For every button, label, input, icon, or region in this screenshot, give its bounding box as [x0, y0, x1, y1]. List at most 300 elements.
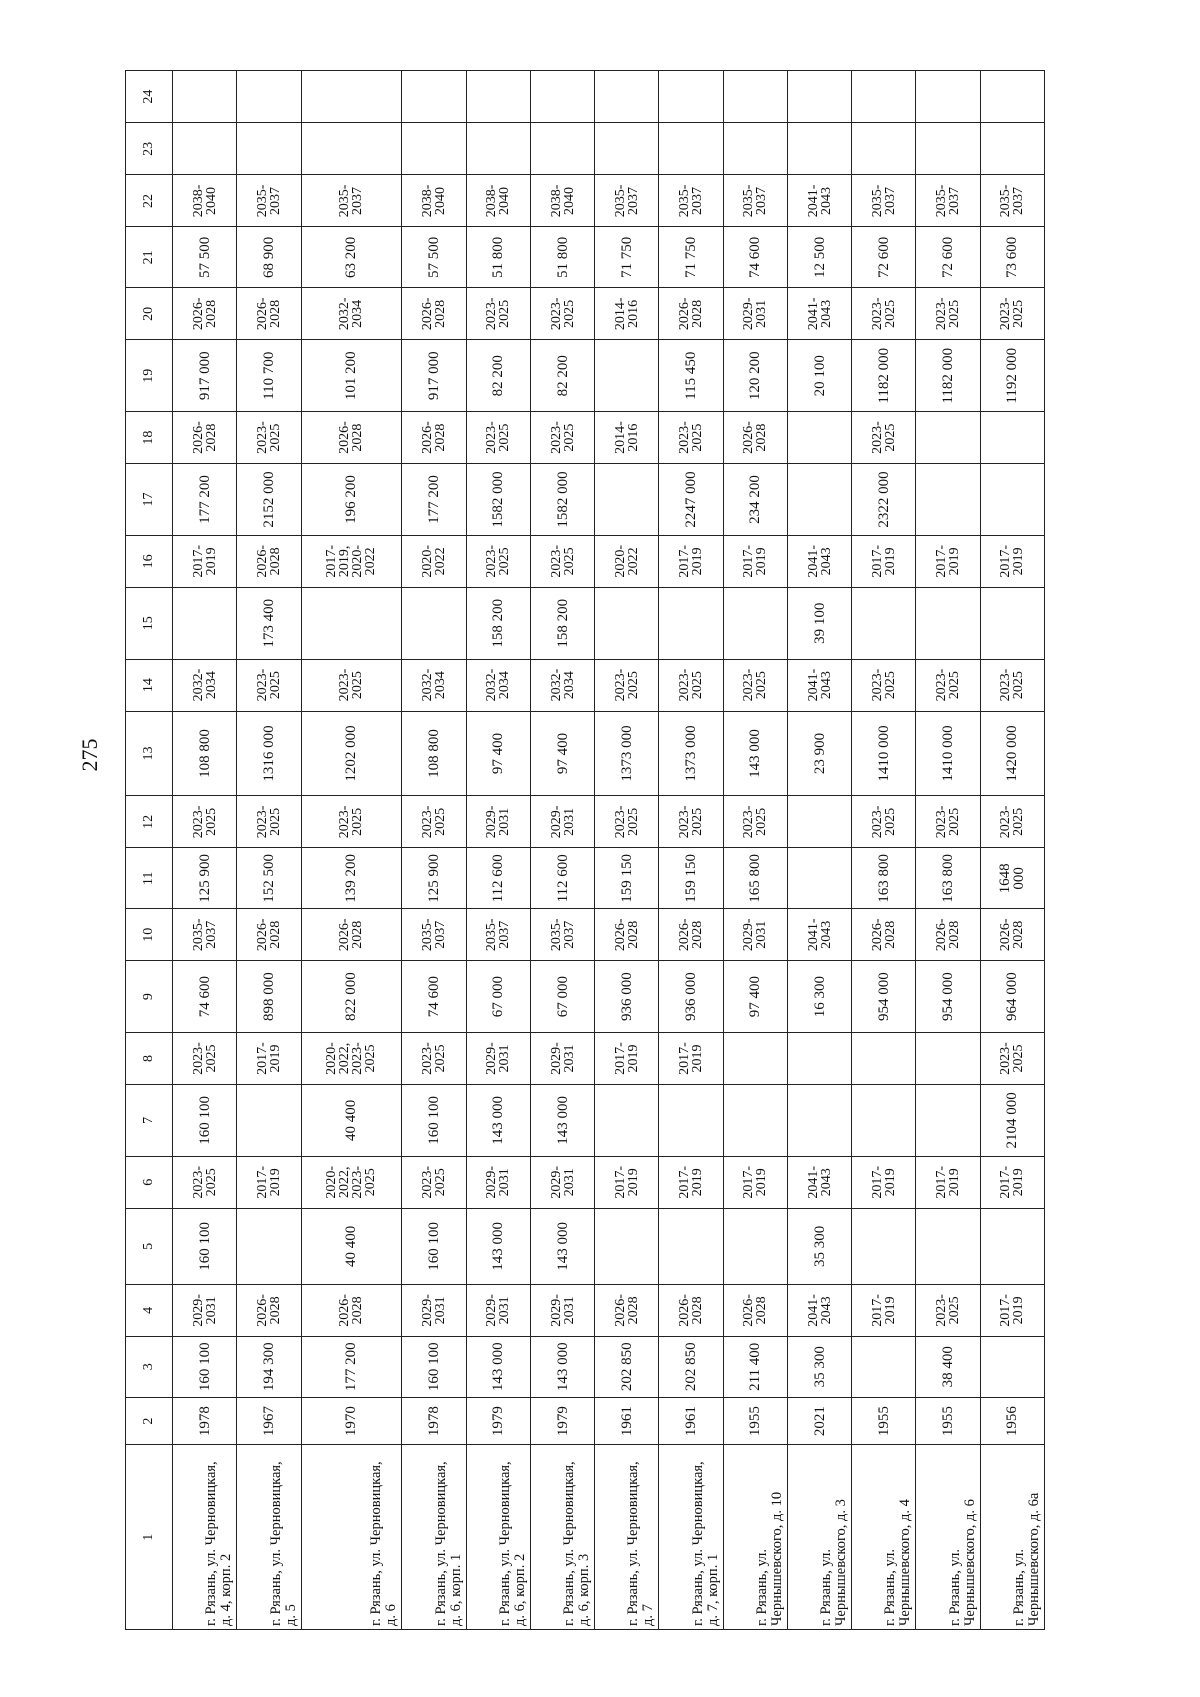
- table-cell: 38 400: [916, 1336, 980, 1397]
- table-cell: 2026- 2028: [237, 1284, 301, 1336]
- table-cell: 143 000: [530, 1208, 594, 1284]
- table-cell: [787, 412, 851, 464]
- table-cell: 71 750: [595, 227, 659, 288]
- address-cell: г. Рязань, ул. Черновицкая, д. 4, корп. 2: [173, 1445, 237, 1630]
- column-number-cell: 13: [126, 711, 173, 796]
- table-cell: 165 800: [723, 848, 787, 909]
- table-row: [595, 71, 659, 1630]
- table-cell: 2023- 2025: [402, 1032, 466, 1084]
- table-cell: 954 000: [852, 961, 916, 1033]
- year-built-cell: 1956: [980, 1397, 1044, 1445]
- table-cell: 159 150: [595, 848, 659, 909]
- address-cell: г. Рязань, ул. Чернышевского, д. 3: [787, 1445, 851, 1630]
- table-cell: 2017- 2019, 2020- 2022: [301, 535, 402, 587]
- table-cell: 1582 000: [466, 464, 530, 536]
- table-cell: 2026- 2028: [301, 909, 402, 961]
- table-cell: 2041- 2043: [787, 288, 851, 340]
- table-cell: [852, 123, 916, 175]
- table-cell: 160 100: [173, 1208, 237, 1284]
- table-cell: 2026- 2028: [237, 288, 301, 340]
- column-number-cell: 22: [126, 175, 173, 227]
- column-number-cell: 14: [126, 659, 173, 711]
- table-cell: 2026- 2028: [402, 412, 466, 464]
- table-cell: [595, 340, 659, 412]
- table-cell: 2023- 2025: [916, 1284, 980, 1336]
- table-cell: 160 100: [173, 1085, 237, 1157]
- column-number-cell: 7: [126, 1085, 173, 1157]
- year-built-cell: 1979: [530, 1397, 594, 1445]
- table-cell: 2032- 2034: [530, 659, 594, 711]
- table-cell: 2026- 2028: [173, 288, 237, 340]
- table-cell: 2017- 2019: [852, 535, 916, 587]
- table-row: [659, 71, 723, 1630]
- table-row: [530, 71, 594, 1630]
- table-cell: 160 100: [402, 1208, 466, 1284]
- column-number-cell: 4: [126, 1284, 173, 1336]
- table-cell: [301, 587, 402, 659]
- table-cell: 112 600: [466, 848, 530, 909]
- table-cell: 2023- 2025: [301, 659, 402, 711]
- table-cell: 2023- 2025: [852, 412, 916, 464]
- year-built-cell: 2021: [787, 1397, 851, 1445]
- table-cell: 936 000: [595, 961, 659, 1033]
- table-cell: 2023- 2025: [595, 659, 659, 711]
- table-cell: [980, 412, 1044, 464]
- table-cell: 51 800: [530, 227, 594, 288]
- table-cell: 822 000: [301, 961, 402, 1033]
- column-number-cell: 12: [126, 796, 173, 848]
- schedule-table: [125, 70, 1045, 1630]
- table-cell: 2035- 2037: [466, 909, 530, 961]
- table-row: [787, 71, 851, 1630]
- table-cell: 108 800: [402, 711, 466, 796]
- table-row: [466, 71, 530, 1630]
- table-cell: 2032- 2034: [466, 659, 530, 711]
- address-cell: г. Рязань, ул. Чернышевского, д. 10: [723, 1445, 787, 1630]
- table-cell: [723, 71, 787, 123]
- table-cell: 177 200: [301, 1336, 402, 1397]
- table-cell: 1582 000: [530, 464, 594, 536]
- column-number-cell: 16: [126, 535, 173, 587]
- table-cell: 97 400: [466, 711, 530, 796]
- table-cell: 2322 000: [852, 464, 916, 536]
- table-cell: 12 500: [787, 227, 851, 288]
- table-cell: 2035- 2037: [402, 909, 466, 961]
- table-cell: 1410 000: [852, 711, 916, 796]
- table-cell: 2029- 2031: [530, 796, 594, 848]
- year-built-cell: 1978: [402, 1397, 466, 1445]
- table-cell: 67 000: [530, 961, 594, 1033]
- table-cell: 2029- 2031: [723, 909, 787, 961]
- table-cell: 57 500: [402, 227, 466, 288]
- table-cell: 194 300: [237, 1336, 301, 1397]
- table-cell: 2023- 2025: [916, 659, 980, 711]
- table-cell: 2023- 2025: [852, 796, 916, 848]
- table-cell: 936 000: [659, 961, 723, 1033]
- table-cell: 2023- 2025: [852, 288, 916, 340]
- table-cell: [659, 1085, 723, 1157]
- table-cell: 202 850: [659, 1336, 723, 1397]
- column-number-cell: 6: [126, 1156, 173, 1208]
- table-cell: [595, 464, 659, 536]
- table-cell: 2026- 2028: [659, 288, 723, 340]
- table-cell: 2041- 2043: [787, 175, 851, 227]
- table-cell: [787, 464, 851, 536]
- table-cell: 2017- 2019: [595, 1032, 659, 1084]
- table-cell: 211 400: [723, 1336, 787, 1397]
- table-cell: 2029- 2031: [466, 796, 530, 848]
- table-cell: [659, 123, 723, 175]
- table-cell: 2023- 2025: [916, 288, 980, 340]
- table-cell: 2041- 2043: [787, 1156, 851, 1208]
- address-cell: г. Рязань, ул. Чернышевского, д. 6а: [980, 1445, 1044, 1630]
- table-cell: 2026- 2028: [237, 535, 301, 587]
- table-cell: [980, 1336, 1044, 1397]
- table-cell: [301, 71, 402, 123]
- table-cell: 2035- 2037: [852, 175, 916, 227]
- table-cell: 2023- 2025: [980, 796, 1044, 848]
- table-cell: 97 400: [530, 711, 594, 796]
- table-cell: 68 900: [237, 227, 301, 288]
- address-cell: г. Рязань, ул. Черновицкая, д. 6, корп. 3: [530, 1445, 594, 1630]
- table-cell: 101 200: [301, 340, 402, 412]
- table-cell: [852, 1336, 916, 1397]
- table-cell: 163 800: [852, 848, 916, 909]
- table-cell: 2038- 2040: [466, 175, 530, 227]
- column-number-cell: 3: [126, 1336, 173, 1397]
- table-cell: 74 600: [723, 227, 787, 288]
- table-cell: 2026- 2028: [723, 412, 787, 464]
- table-cell: 2023- 2025: [980, 659, 1044, 711]
- table-cell: 57 500: [173, 227, 237, 288]
- table-cell: 160 100: [173, 1336, 237, 1397]
- table-cell: 2035- 2037: [723, 175, 787, 227]
- table-cell: 202 850: [595, 1336, 659, 1397]
- table-cell: 2023- 2025: [723, 659, 787, 711]
- table-cell: 2023- 2025: [659, 412, 723, 464]
- table-cell: 2038- 2040: [402, 175, 466, 227]
- table-cell: 2026- 2028: [659, 1284, 723, 1336]
- table-cell: 2032- 2034: [301, 288, 402, 340]
- table-cell: [173, 587, 237, 659]
- table-cell: 73 600: [980, 227, 1044, 288]
- table-cell: 2029- 2031: [530, 1156, 594, 1208]
- table-cell: 63 200: [301, 227, 402, 288]
- table-cell: 2017- 2019: [852, 1156, 916, 1208]
- table-cell: [980, 464, 1044, 536]
- table-cell: 115 450: [659, 340, 723, 412]
- column-number-cell: 8: [126, 1032, 173, 1084]
- table-cell: [595, 1208, 659, 1284]
- column-number-cell: 19: [126, 340, 173, 412]
- table-cell: [787, 796, 851, 848]
- table-cell: 139 200: [301, 848, 402, 909]
- year-built-cell: 1970: [301, 1397, 402, 1445]
- table-cell: 67 000: [466, 961, 530, 1033]
- table-cell: 1182 000: [852, 340, 916, 412]
- column-number-cell: 9: [126, 961, 173, 1033]
- table-cell: 2026- 2028: [852, 909, 916, 961]
- table-cell: [659, 1208, 723, 1284]
- table-cell: 173 400: [237, 587, 301, 659]
- table-cell: 110 700: [237, 340, 301, 412]
- table-cell: 1316 000: [237, 711, 301, 796]
- table-cell: [852, 1085, 916, 1157]
- year-built-cell: 1955: [916, 1397, 980, 1445]
- table-cell: [237, 71, 301, 123]
- table-cell: 143 000: [466, 1085, 530, 1157]
- table-cell: 2017- 2019: [980, 1156, 1044, 1208]
- year-built-cell: 1967: [237, 1397, 301, 1445]
- table-cell: 2029- 2031: [530, 1284, 594, 1336]
- table-cell: 71 750: [659, 227, 723, 288]
- rotated-table-frame: [125, 70, 1045, 1630]
- table-cell: 2017- 2019: [659, 1032, 723, 1084]
- table-cell: 2026- 2028: [659, 909, 723, 961]
- column-number-cell: 21: [126, 227, 173, 288]
- table-cell: [723, 587, 787, 659]
- table-row: [916, 71, 980, 1630]
- table-cell: [301, 123, 402, 175]
- table-cell: [852, 71, 916, 123]
- table-cell: 2026- 2028: [916, 909, 980, 961]
- table-cell: [787, 1085, 851, 1157]
- address-cell: г. Рязань, ул. Чернышевского, д. 6: [916, 1445, 980, 1630]
- table-cell: 2017- 2019: [659, 1156, 723, 1208]
- table-cell: [787, 71, 851, 123]
- table-row: [301, 71, 402, 1630]
- table-cell: 23 900: [787, 711, 851, 796]
- table-cell: [402, 71, 466, 123]
- address-cell: г. Рязань, ул. Черновицкая, д. 7: [595, 1445, 659, 1630]
- address-cell: г. Рязань, ул. Чернышевского, д. 4: [852, 1445, 916, 1630]
- table-cell: 2152 000: [237, 464, 301, 536]
- address-cell: г. Рязань, ул. Черновицкая, д. 5: [237, 1445, 301, 1630]
- table-cell: 2029- 2031: [723, 288, 787, 340]
- table-cell: [173, 123, 237, 175]
- table-cell: 2017- 2019: [980, 535, 1044, 587]
- table-cell: 2014- 2016: [595, 412, 659, 464]
- table-cell: 2023- 2025: [466, 412, 530, 464]
- table-cell: [237, 1085, 301, 1157]
- table-cell: 2017- 2019: [595, 1156, 659, 1208]
- table-row: [723, 71, 787, 1630]
- table-cell: 1182 000: [916, 340, 980, 412]
- table-cell: 2035- 2037: [237, 175, 301, 227]
- table-cell: 40 400: [301, 1208, 402, 1284]
- column-number-cell: 5: [126, 1208, 173, 1284]
- table-cell: 2023- 2025: [530, 535, 594, 587]
- table-cell: 2026- 2028: [595, 909, 659, 961]
- table-cell: [916, 1208, 980, 1284]
- table-cell: 2017- 2019: [659, 535, 723, 587]
- table-cell: [659, 587, 723, 659]
- table-cell: 143 000: [723, 711, 787, 796]
- table-cell: 2029- 2031: [402, 1284, 466, 1336]
- table-cell: [402, 587, 466, 659]
- table-cell: 125 900: [173, 848, 237, 909]
- year-built-cell: 1955: [852, 1397, 916, 1445]
- table-cell: 2014- 2016: [595, 288, 659, 340]
- column-number-cell: 17: [126, 464, 173, 536]
- table-cell: 2029- 2031: [466, 1284, 530, 1336]
- table-cell: 74 600: [402, 961, 466, 1033]
- table-cell: 2029- 2031: [466, 1032, 530, 1084]
- table-cell: [980, 587, 1044, 659]
- table-cell: 143 000: [466, 1336, 530, 1397]
- table-cell: 234 200: [723, 464, 787, 536]
- table-cell: 97 400: [723, 961, 787, 1033]
- table-cell: 2026- 2028: [723, 1284, 787, 1336]
- table-cell: 2023- 2025: [466, 535, 530, 587]
- table-cell: 2104 000: [980, 1085, 1044, 1157]
- table-cell: [723, 1208, 787, 1284]
- table-cell: [659, 71, 723, 123]
- year-built-cell: 1961: [659, 1397, 723, 1445]
- table-cell: 2035- 2037: [301, 175, 402, 227]
- year-built-cell: 1979: [466, 1397, 530, 1445]
- table-row: [237, 71, 301, 1630]
- table-cell: 964 000: [980, 961, 1044, 1033]
- table-cell: 2017- 2019: [237, 1032, 301, 1084]
- table-cell: 196 200: [301, 464, 402, 536]
- table-cell: 2032- 2034: [402, 659, 466, 711]
- table-cell: 1410 000: [916, 711, 980, 796]
- table-cell: 2038- 2040: [173, 175, 237, 227]
- table-cell: 898 000: [237, 961, 301, 1033]
- table-cell: 1420 000: [980, 711, 1044, 796]
- column-number-cell: 20: [126, 288, 173, 340]
- table-cell: 1202 000: [301, 711, 402, 796]
- column-number-cell: 23: [126, 123, 173, 175]
- table-cell: [916, 123, 980, 175]
- table-cell: [916, 464, 980, 536]
- table-cell: 120 200: [723, 340, 787, 412]
- table-cell: 2035- 2037: [595, 175, 659, 227]
- table-cell: [466, 123, 530, 175]
- column-number-cell: 11: [126, 848, 173, 909]
- table-cell: 2023- 2025: [530, 288, 594, 340]
- table-cell: [787, 1032, 851, 1084]
- table-cell: 177 200: [173, 464, 237, 536]
- table-cell: 2023- 2025: [237, 412, 301, 464]
- table-cell: [595, 1085, 659, 1157]
- table-cell: [980, 123, 1044, 175]
- table-cell: 2023- 2025: [980, 1032, 1044, 1084]
- table-cell: 82 200: [466, 340, 530, 412]
- table-cell: 2023- 2025: [173, 796, 237, 848]
- table-cell: 16 300: [787, 961, 851, 1033]
- table-cell: 40 400: [301, 1085, 402, 1157]
- table-cell: [916, 412, 980, 464]
- table-cell: 1373 000: [595, 711, 659, 796]
- table-cell: 2035- 2037: [173, 909, 237, 961]
- table-cell: 2017- 2019: [723, 1156, 787, 1208]
- column-number-cell: 1: [126, 1445, 173, 1630]
- table-cell: 2020- 2022: [402, 535, 466, 587]
- table-cell: 2020- 2022: [595, 535, 659, 587]
- table-cell: 2023- 2025: [852, 659, 916, 711]
- table-cell: 82 200: [530, 340, 594, 412]
- table-cell: 2017- 2019: [237, 1156, 301, 1208]
- table-cell: 2023- 2025: [723, 796, 787, 848]
- table-cell: [530, 71, 594, 123]
- table-cell: [980, 71, 1044, 123]
- table-cell: 2032- 2034: [173, 659, 237, 711]
- table-cell: 51 800: [466, 227, 530, 288]
- table-cell: [173, 71, 237, 123]
- address-cell: г. Рязань, ул. Черновицкая, д. 6, корп. 1: [402, 1445, 466, 1630]
- table-cell: 2035- 2037: [659, 175, 723, 227]
- table-cell: 152 500: [237, 848, 301, 909]
- table-cell: 2023- 2025: [530, 412, 594, 464]
- table-cell: [916, 587, 980, 659]
- column-number-cell: 18: [126, 412, 173, 464]
- table-cell: 2023- 2025: [466, 288, 530, 340]
- table-cell: 2023- 2025: [237, 796, 301, 848]
- table-cell: [466, 71, 530, 123]
- table-cell: [852, 1208, 916, 1284]
- column-number-cell: 15: [126, 587, 173, 659]
- table-cell: 2041- 2043: [787, 535, 851, 587]
- table-cell: 160 100: [402, 1085, 466, 1157]
- table-cell: [402, 123, 466, 175]
- table-cell: 2023- 2025: [402, 796, 466, 848]
- table-cell: [723, 1032, 787, 1084]
- table-cell: [787, 123, 851, 175]
- table-cell: 2041- 2043: [787, 909, 851, 961]
- table-row: [402, 71, 466, 1630]
- table-cell: 2017- 2019: [723, 535, 787, 587]
- table-cell: 2026- 2028: [980, 909, 1044, 961]
- table-cell: 2026- 2028: [237, 909, 301, 961]
- address-cell: г. Рязань, ул. Черновицкая, д. 6, корп. 2: [466, 1445, 530, 1630]
- table-cell: 112 600: [530, 848, 594, 909]
- year-built-cell: 1955: [723, 1397, 787, 1445]
- table-container: [125, 70, 1045, 1630]
- table-cell: 163 800: [916, 848, 980, 909]
- table-cell: 2023- 2025: [659, 796, 723, 848]
- table-cell: 2029- 2031: [466, 1156, 530, 1208]
- table-cell: 1648 000: [980, 848, 1044, 909]
- table-row: [852, 71, 916, 1630]
- table-cell: 2038- 2040: [530, 175, 594, 227]
- table-cell: 2023- 2025: [659, 659, 723, 711]
- table-cell: [723, 1085, 787, 1157]
- table-cell: [916, 1032, 980, 1084]
- table-row: [980, 71, 1044, 1630]
- table-cell: 2023- 2025: [301, 796, 402, 848]
- table-cell: [595, 71, 659, 123]
- table-cell: [595, 123, 659, 175]
- table-cell: 1373 000: [659, 711, 723, 796]
- table-cell: 143 000: [530, 1336, 594, 1397]
- table-cell: 2023- 2025: [595, 796, 659, 848]
- table-cell: 954 000: [916, 961, 980, 1033]
- column-number-cell: 2: [126, 1397, 173, 1445]
- table-cell: 2026- 2028: [595, 1284, 659, 1336]
- table-cell: 2035- 2037: [530, 909, 594, 961]
- table-cell: 108 800: [173, 711, 237, 796]
- table-cell: 143 000: [466, 1208, 530, 1284]
- table-cell: 39 100: [787, 587, 851, 659]
- table-cell: [916, 71, 980, 123]
- address-cell: г. Рязань, ул. Черновицкая, д. 7, корп. 1: [659, 1445, 723, 1630]
- table-row: [173, 71, 237, 1630]
- table-cell: [530, 123, 594, 175]
- table-cell: 2023- 2025: [173, 1156, 237, 1208]
- column-number-cell: 10: [126, 909, 173, 961]
